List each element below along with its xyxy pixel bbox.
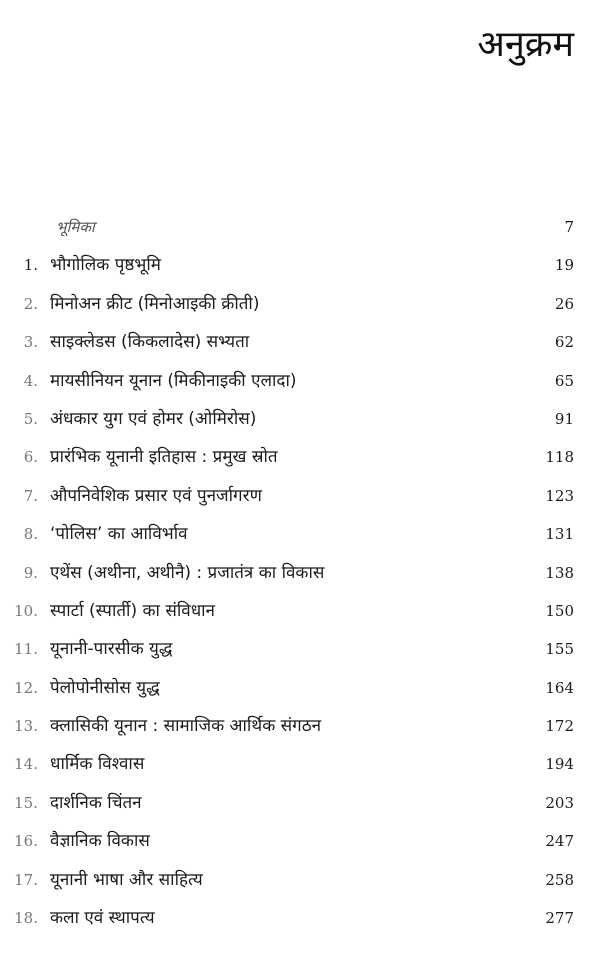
toc-entry-page: 164 [545,678,574,697]
toc-entry[interactable] [0,246,600,284]
toc-entry-label: स्पार्टा (स्पार्ती) का संविधान [50,600,215,621]
toc-entry-page: 123 [545,486,574,505]
toc-entry-intro[interactable] [0,208,600,246]
toc-entry-number: 10. [14,601,38,620]
toc-entry[interactable] [0,592,600,630]
toc-entry-page: 91 [554,409,574,428]
toc-entry[interactable] [0,899,600,937]
toc-entry[interactable] [0,285,600,323]
toc-entry[interactable] [0,323,600,361]
toc-entry-label: दार्शनिक चिंतन [50,792,142,813]
toc-entry-page: 19 [554,256,574,275]
toc-entry[interactable] [0,438,600,476]
toc-entry-number: 15. [14,793,38,812]
toc-entry-number: 3. [23,333,38,352]
toc-entry-page: 131 [545,525,574,544]
toc-entry[interactable] [0,630,600,668]
toc-entry-label: अंधकार युग एवं होमर (ओमिरोस) [50,408,257,429]
toc-entry-number: 1. [23,256,38,275]
toc-entry-label: क्लासिकी यूनान : सामाजिक आर्थिक संगठन [50,716,322,737]
toc-entry-label: मिनोअन क्रीट (मिनोआइकी क्रीती) [50,293,260,314]
toc-entry-label: यूनानी-पारसीक युद्ध [50,639,173,660]
toc-entry-number: 4. [23,371,38,390]
toc-entry[interactable] [0,362,600,400]
toc-entry-label: ‘पोलिस’ का आविर्भाव [50,524,188,545]
toc-entry-label: प्रारंभिक यूनानी इतिहास : प्रमुख स्रोत [50,447,278,468]
toc-entry-number: 2. [23,294,38,313]
toc-entry[interactable] [0,477,600,515]
toc-entry[interactable] [0,822,600,860]
toc-entry-label: धार्मिक विश्वास [50,754,145,775]
toc-entry-number: 5. [23,409,38,428]
toc-entry-label: भौगोलिक पृष्ठभूमि [50,255,161,276]
toc-entry-number: 6. [23,448,38,467]
toc-entry[interactable] [0,669,600,707]
toc-entry-label: यूनानी भाषा और साहित्य [50,869,203,890]
toc-entry-label: कला एवं स्थापत्य [50,908,155,929]
toc-entry-page: 118 [545,448,574,467]
page-title: अनुक्रम [477,24,574,65]
toc-entry-number: 17. [14,870,38,889]
toc-entry-label: एथेंस (अथीना, अथीनै) : प्रजातंत्र का विकास [50,562,325,583]
toc-entry-label: मायसीनियन यूनान (मिकीनाइकी एलादा) [50,370,297,391]
toc-entry-number: 18. [14,909,38,928]
toc-entry-page: 247 [545,832,574,851]
toc-entry-page: 26 [554,294,574,313]
toc-entry-page: 65 [554,371,574,390]
toc-entry-page: 7 [564,218,574,236]
toc-entry-label: साइक्लेडस (किकलादेस) सभ्यता [50,332,250,353]
toc-entry-page: 150 [545,601,574,620]
toc-entry-page: 138 [545,563,574,582]
toc-entry-page: 277 [545,909,574,928]
toc-entry[interactable] [0,861,600,899]
toc-entry-number: 13. [14,717,38,736]
toc-entry-number: 9. [23,563,38,582]
toc-entry-label: वैज्ञानिक विकास [50,831,150,852]
toc-entry[interactable] [0,515,600,553]
toc-entry[interactable] [0,745,600,783]
toc-entry-page: 258 [545,870,574,889]
toc-entry-number: 11. [14,640,38,659]
toc-entry-page: 155 [545,640,574,659]
toc-entry-page: 203 [545,793,574,812]
toc-entry-number: 7. [23,486,38,505]
toc-entry-number: 16. [14,832,38,851]
toc-entry-page: 172 [545,717,574,736]
toc-entry[interactable] [0,400,600,438]
table-of-contents [0,208,600,937]
toc-entry-label: पेलोपोनीसोस युद्ध [50,677,160,698]
toc-entry-label: औपनिवेशिक प्रसार एवं पुनर्जागरण [50,485,262,506]
toc-entry[interactable] [0,707,600,745]
toc-entry[interactable] [0,784,600,822]
toc-entry-page: 194 [545,755,574,774]
toc-entry-number: 8. [23,525,38,544]
toc-entry-number: 12. [14,678,38,697]
toc-entry[interactable] [0,554,600,592]
toc-entry-page: 62 [554,333,574,352]
toc-entry-number: 14. [14,755,38,774]
toc-entry-label: भूमिका [56,218,95,236]
